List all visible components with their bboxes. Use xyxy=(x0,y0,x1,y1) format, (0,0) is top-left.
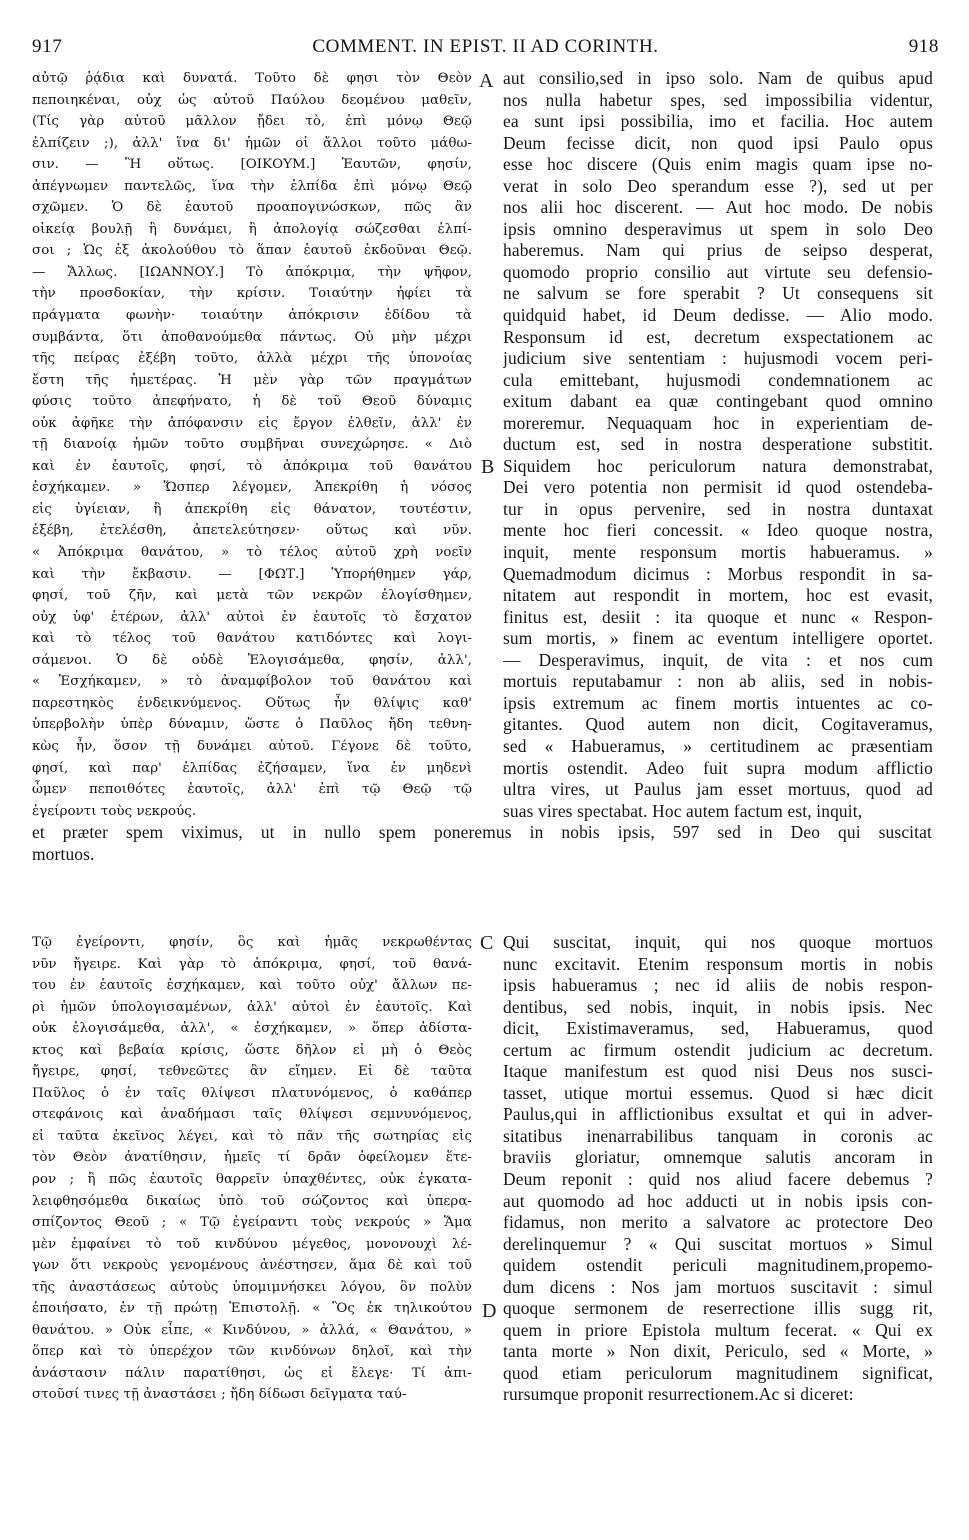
running-header xyxy=(32,36,939,62)
text-line: καὶ τὸ τέλος τοῦ θανάτου κατιδόντες καὶ λογι- xyxy=(32,631,472,647)
text-line: Deum fecisse dicit, non quod ipsi Paulo opus xyxy=(503,132,933,153)
greek-column-bottom xyxy=(32,932,472,1406)
text-line: ἐγείροντι τοὺς νεκρούς. xyxy=(32,803,197,819)
text-line: οἰκείᾳ βουλῇ ἢ δυνάμει, ἢ ἀπολογίᾳ σώζεσθαι ἐλπί- xyxy=(32,221,472,237)
text-line: (Τίς γὰρ αὐτοῦ μᾶλλον ᾔδει τὸ, ἐπὶ μόνῳ Θεῷ xyxy=(32,114,472,130)
text-line: ρὶ ἡμῶν ὑπολογισαμένων, ἀλλ' αὐτοὶ ἐν ἑαυτοῖς. Καὶ xyxy=(32,999,472,1015)
text-line: mortuos. xyxy=(32,843,95,864)
text-line: Deum reponit : quid nos aliud facere debemus ? xyxy=(503,1169,933,1190)
text-line: fidamus, non merito a salvatore ac protectore Deo xyxy=(503,1212,933,1233)
text-line: εἰς ὑγίειαν, ἢ ἀπεκρίθη εἰς θάνατον, τουτέστιν, xyxy=(32,501,472,517)
text-line: Παῦλος ὁ ἐν ταῖς θλίψεσι πλατυνόμενος, ὁ καθάπερ xyxy=(32,1085,472,1101)
text-line: dicit, Existimaveramus, sed, Habueramus, quod xyxy=(503,1018,933,1039)
text-line: εἰ ταῦτα ἐκεῖνος λέγει, καὶ τὸ πᾶν τῆς σωτηρίας εἰς xyxy=(32,1128,472,1144)
text-line: mortuis reputabamur : non ab aliis, sed in nobis- xyxy=(503,671,933,692)
section-marker-d: D xyxy=(482,1300,497,1322)
text-line: φησί, τοῦ ζῆν, καὶ μετὰ τῶν νεκρῶν ἐλογίσθημεν, xyxy=(32,588,472,604)
text-line: οὐκ ἐλογισάμεθα, ἀλλ', « ἐσχήκαμεν, » ὅπερ ἀδίστα- xyxy=(32,1021,472,1037)
text-line: κτος καὶ βεβαία κρίσις, ὥστε δῆλον εἰ μὴ ὁ Θεὸς xyxy=(32,1042,472,1058)
text-line: Qui suscitat, inquit, qui nos quoque mortuos xyxy=(503,932,933,952)
text-line: τῆς ἀναστάσεως αὐτοὺς ὑπομιμνήσκει λόγου, ὃν πολὺν xyxy=(32,1279,472,1295)
text-line: τῇ διανοίᾳ ἡμῶν τοῦτο συμβῆναι συνεχώρησε. « Διὸ xyxy=(32,437,472,453)
text-line: et præter spem viximus, ut in nullo spem poneremus in nobis ipsis, 597 sed in Deo qui suscitat xyxy=(32,822,932,842)
text-line: θανάτου. » Οὐκ εἶπε, « Κινδύνου, » ἀλλά, « Θανάτου, » xyxy=(32,1322,472,1338)
running-title: COMMENT. IN EPIST. II AD CORINTH. xyxy=(312,36,659,57)
text-line: « Ἐσχήκαμεν, » τὸ ἀναμφίβολον τοῦ θανάτου καὶ xyxy=(32,674,472,690)
text-line: γων ὅτι νεκροὺς γενομένους ἀνέστησεν, ἅμα δὲ καὶ τοῦ xyxy=(32,1258,472,1274)
text-line: σάμενοι. Ὁ δὲ οὐδὲ Ἐλογισάμεθα, φησίν, ἀλλ', xyxy=(32,652,472,668)
text-line: ὑπερβολὴν ὑπὲρ δύναμιν, ὥστε ὁ Παῦλος ἤδη τεθνη- xyxy=(32,717,472,733)
text-line: aut quomodo ad hoc adducti ut in nobis ipsis con- xyxy=(503,1190,933,1211)
text-line: πεποιηκέναι, οὐχ ὡς αὐτοῦ Παύλου δεομένου μαθεῖν, xyxy=(32,92,472,108)
text-line: suas vires spectabat. Hoc autem factum est, inquit, xyxy=(503,800,863,821)
text-line: quomodo proprio consilio aut virtute seu defensio- xyxy=(503,261,933,282)
text-line: cula emittebant, hujusmodi condemnationem ac xyxy=(503,369,933,390)
text-line: dentibus, sed nobis, inquit, in nobis ipsis. Nec xyxy=(503,996,933,1017)
text-line: καὶ ἐν ἑαυτοῖς, φησί, τὸ ἀπόκριμα τοῦ θανάτου xyxy=(32,458,472,474)
text-line: οὐκ ἀφῆκε τὴν ἀπόφανσιν εἰς ἔργον ἐλθεῖν, ἀλλ' ἐν xyxy=(32,415,472,431)
text-line: σχῶμεν. Ὁ δὲ ἑαυτοῦ προαπογινώσκων, πῶς ἂν xyxy=(32,200,472,216)
text-line: οὐχ ὑφ' ἑτέρων, ἀλλ' αὐτοὶ ἐν ἑαυτοῖς τὸ ἔσχατον xyxy=(32,609,472,625)
section-marker-b: B xyxy=(481,456,495,478)
text-line: τὴν προσδοκίαν, τὴν κρίσιν. Τοιαύτην ἠφίει τὰ xyxy=(32,286,472,302)
text-line: exitum dabant ea quæ contingebant quod omnino xyxy=(503,391,933,412)
text-line: σπίζοντος Θεοῦ ; « Τῷ ἐγείραντι τοὺς νεκρούς » Ἅμα xyxy=(32,1215,472,1231)
text-line: φησί, καὶ παρ' ἐλπίδας ἐζήσαμεν, ἵνα ἐν μηδενὶ xyxy=(32,760,472,776)
text-line: του ἐν ἑαυτοῖς ἐσχήκαμεν, καὶ τοῦτο οὐχ' ἄλλων πε- xyxy=(32,978,472,994)
text-line: ductum est, sed in nostra desperatione substitit. xyxy=(503,434,933,455)
text-line: Responsum id est, decretum exspectationem ac xyxy=(503,326,933,347)
text-line: Itaque manifestum est quod nisi Deus nos susci- xyxy=(503,1061,933,1082)
text-line: nunc excitavit. Etenim responsum mortis in nobis xyxy=(503,953,933,974)
text-line: τὸν Θεὸν ἀνατίθησιν, ἡμεῖς τί δρᾶν ὀφείλομεν ἕτε- xyxy=(32,1150,472,1166)
text-line: nos nulla habetur spes, sed impossibilia videntur, xyxy=(503,89,933,110)
text-line: ἀπέγνωμεν παντελῶς, ἵνα τὴν ἐλπίδα ἐπὶ μόνῳ Θεῷ xyxy=(32,178,472,194)
text-line: Dei vero potentia non permisit id quod ostendeba- xyxy=(503,477,933,498)
text-line: ἐξέβη, ἐτελέσθη, ἀπετελεύτησεν· οὕτως καὶ νῦν. xyxy=(32,523,472,539)
text-line: quidquid habet, id Deum dedisse. — Alio modo. xyxy=(503,305,933,326)
text-line: sum mortis, » finem ac eventum intelligere oportet. xyxy=(503,628,933,649)
text-line: κὼς ἦν, ὅσον τῇ δυνάμει αὐτοῦ. Γέγονε δὲ τοῦτο, xyxy=(32,738,472,754)
text-line: verat in solo Deo sperandum esse ?), sed ut per xyxy=(503,175,933,196)
text-line: tanta morte » Non dixit, Periculo, sed « Morte, » xyxy=(503,1341,933,1362)
text-line: esse hoc discere (Quis enim magis quam ipse no- xyxy=(503,154,933,175)
text-line: derelinquemur ? « Qui suscitat mortuos » Simul xyxy=(503,1233,933,1254)
text-line: ρον ; ἢ πῶς ἑαυτοῖς θαρρεῖν ὑπαχθέντες, οὐκ ἐγκατα- xyxy=(32,1172,472,1188)
text-line: moreremur. Nequaquam hoc in experientiam de- xyxy=(503,412,933,433)
text-line: gitantes. Quod autem non dicit, Cogitaveramus, xyxy=(503,714,933,735)
text-line: πράγματα φωνὴν· τοιαύτην ἀπόκρισιν ἐδίδου τὰ xyxy=(32,308,472,324)
text-line: νῦν ἤγειρε. Καὶ γὰρ τὸ ἀπόκριμα, φησί, τοῦ θανά- xyxy=(32,956,472,972)
text-line: ipsis habueramus ; nec id aliis de nobis respon- xyxy=(503,975,933,996)
section-marker-a: A xyxy=(479,70,494,92)
text-line: — Ἄλλως. [ΙΩΑΝΝΟΥ.] Τὸ ἀπόκριμα, τὴν ψῆφον, xyxy=(32,264,472,280)
text-line: quod etiam periculorum magnitudinem significat, xyxy=(503,1362,933,1383)
text-line: στεφάνοις καὶ ἀναδήμασι ταῖς θλίψεσι σεμνυνόμενος, xyxy=(32,1107,472,1123)
section-marker-c: C xyxy=(480,932,494,954)
text-line: μὲν ἐμφαίνει τὸ τοῦ κινδύνου μέγεθος, μονονουχὶ λέ- xyxy=(32,1236,472,1252)
text-line: στοῦσί τινες τῇ ἀναστάσει ; ἤδη δίδωσι δεῖγματα ταύ- xyxy=(32,1387,407,1403)
text-line: sed « Habueramus, » certitudinem ac præsentiam xyxy=(503,735,933,756)
text-line: finitus est, desiit : ita quoque et nunc « Respon- xyxy=(503,606,933,627)
text-line: φύσις τοῦτο ἀπεφήνατο, ἡ δὲ τοῦ Θεοῦ δύναμις xyxy=(32,394,472,410)
text-line: Quemadmodum dicimus : Morbus respondit in sa- xyxy=(503,563,933,584)
text-line: ipsis extremum ac finem mortis intuentes ac co- xyxy=(503,692,933,713)
page-number-left: 917 xyxy=(32,36,63,57)
text-line: ultra vires, ut Paulus jam esset mortuus, quod ad xyxy=(503,779,933,800)
text-line: παρεστηκὸς ἐνδεικνύμενος. Οὕτως ἦν θλίψις καθ' xyxy=(32,695,472,711)
full-width-text xyxy=(32,822,932,865)
text-line: haberemus. Nam qui prius de seipso desperat, xyxy=(503,240,933,261)
text-line: nitatem aut respondit in mortem, hoc est evasit, xyxy=(503,585,933,606)
text-line: σιν. — Ἢ οὕτως. [ΟΙΚΟΥΜ.] Ἑαυτῶν, φησίν, xyxy=(32,157,472,173)
text-line: ea sunt ipsi possibilia, imo et facilia. Hoc autem xyxy=(503,111,933,132)
text-line: quem in priore Epistola multum fecerat. « Qui ex xyxy=(503,1319,933,1340)
text-line: sitatibus inenarrabilibus tanquam in coronis ac xyxy=(503,1125,933,1146)
text-line: συμβάντα, ὅτι ἀποθανούμεθα πάντως. Οὐ μὴν μέχρι xyxy=(32,329,472,345)
text-line: certum ac firmum ostendit judicium ac decretum. xyxy=(503,1039,933,1060)
text-line: inquit, mente responsum mortis habueramus. » xyxy=(503,542,933,563)
latin-column-bottom xyxy=(503,932,933,1406)
text-line: ἀνάστασιν πάλιν παρατίθησι, ὡς εἰ ἔλεγε· Τί ἀπι- xyxy=(32,1365,472,1381)
text-line: nos alii hoc discerent. — Aut hoc modo. De nobis xyxy=(503,197,933,218)
text-line: mortis ostendit. Adeo fuit supra modum afflictio xyxy=(503,757,933,778)
text-line: καὶ τὴν ἔκβασιν. — [ΦΩΤ.] Ὑπορήθημεν γάρ, xyxy=(32,566,472,582)
text-line: Τῷ ἐγείροντι, φησίν, ὃς καὶ ἡμᾶς νεκρωθέντας xyxy=(32,935,472,950)
text-line: ὦμεν πεποιθότες ἑαυτοῖς, ἀλλ' ἐπὶ τῷ Θεῷ τῷ xyxy=(32,782,472,798)
text-line: ἐποιήσατο, ἐν τῇ πρώτῃ Ἐπιστολῇ. « Ὃς ἐκ τηλικούτου xyxy=(32,1301,472,1317)
text-line: ἤγειρε, φησί, τεθνεῶτες ἂν εἴημεν. Εἰ δὲ ταῦτα xyxy=(32,1064,472,1080)
text-line: tasset, utique mortui essemus. Quod si hæc dicit xyxy=(503,1082,933,1103)
latin-column-top xyxy=(503,68,933,822)
text-line: ἐλπίζειν ;), ἀλλ' ἵνα δι' ἡμῶν οἱ ἄλλοι τοῦτο μάθω- xyxy=(32,135,472,151)
text-line: quoque sermonem de reserrectione illis sugg rit, xyxy=(503,1298,933,1319)
text-line: ὅπερ καὶ τὸ ὑπερέχον τῶν κινδύνων δηλοῖ, καὶ τὴν xyxy=(32,1344,472,1360)
text-line: — Desperavimus, inquit, de vita : et nos cum xyxy=(503,649,933,670)
text-line: « Ἀπόκριμα θανάτου, » τὸ τέλος αὐτοῦ χρὴ νοεῖν xyxy=(32,545,472,561)
text-line: τῆς πείρας ἐξέβη τοῦτο, ἀλλὰ μέχρι τῆς ὑπονοίας xyxy=(32,351,472,367)
text-line: ἐσχήκαμεν. » Ὥσπερ λέγομεν, Ἀπεκρίθη ἡ νόσος xyxy=(32,480,472,496)
text-line: λειφθησόμεθα δικαίως ὑπὸ τοῦ σώζοντος καὶ ὑπερα- xyxy=(32,1193,472,1209)
text-line: judicium sive sententiam : hujusmodi vocem peri- xyxy=(503,348,933,369)
text-line: quidem ostendit periculi magnitudinem,propemo- xyxy=(503,1255,933,1276)
text-line: dum dicens : Nos jam mortuos suscitavit : simul xyxy=(503,1276,933,1297)
text-line: αὐτῷ ῥᾴδια καὶ δυνατά. Τοῦτο δὲ φησι τὸν Θεὸν xyxy=(32,71,472,86)
text-line: ἔστη τῆς ἡμετέρας. Ἡ μὲν γὰρ τῶν πραγμάτων xyxy=(32,372,472,388)
text-line: rursumque proponit resurrectionem.Ac si diceret: xyxy=(503,1384,854,1405)
text-line: aut consilio,sed in ipso solo. Nam de quibus apud xyxy=(503,68,933,88)
text-line: σοι ; Ὡς ἐξ ἀκολούθου τὸ ἅπαν ἑαυτοῦ ἐκδοῦναι Θεῷ. xyxy=(32,243,472,259)
text-line: braviis gloriatur, omnemque salutis ancoram in xyxy=(503,1147,933,1168)
text-line: Paulus,qui in afflictionibus exsultat et qui in adver- xyxy=(503,1104,933,1125)
text-line: ipsis omnino desperavimus ut spem in solo Deo xyxy=(503,218,933,239)
text-line: tur in opus pervenire, sed in nostra duntaxat xyxy=(503,498,933,519)
text-line: mente hoc fieri concessit. « Ideo quoque nostra, xyxy=(503,520,933,541)
text-line: Siquidem hoc periculorum natura demonstrabat, xyxy=(503,455,933,476)
page-number-right: 918 xyxy=(908,36,939,57)
text-line: ne salvum se fore sperabit ? Ut consequens sit xyxy=(503,283,933,304)
greek-column-top xyxy=(32,68,472,822)
